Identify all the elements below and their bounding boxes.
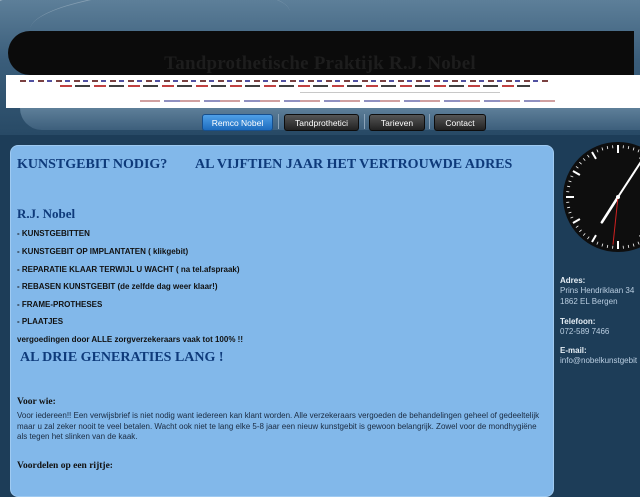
address-label: Adres: bbox=[560, 276, 585, 285]
email-label: E-mail: bbox=[560, 346, 587, 355]
nav-separator bbox=[429, 114, 430, 129]
heading-kunstgebit-nodig: KUNSTGEBIT NODIG? bbox=[17, 157, 167, 173]
service-item bbox=[17, 317, 63, 326]
analog-clock bbox=[559, 138, 640, 256]
service-item bbox=[17, 247, 188, 256]
service-item bbox=[17, 300, 102, 309]
clock-face bbox=[563, 142, 640, 252]
header-image-artifact bbox=[20, 80, 550, 82]
service-reparatie: REPARATIE KLAAR TERWIJL U WACHT ( na tel.afspraak) bbox=[22, 265, 240, 274]
main-content-panel bbox=[10, 145, 554, 497]
clock-center bbox=[616, 195, 620, 199]
service-frame-protheses: FRAME-PROTHESES bbox=[22, 300, 102, 309]
header-image-artifact bbox=[300, 92, 500, 93]
voordelen-heading: Voordelen op een rijtje: bbox=[17, 461, 113, 471]
voor-wie-heading: Voor wie: bbox=[17, 397, 56, 407]
email-link[interactable]: info@nobelkunstgebit bbox=[560, 355, 637, 366]
service-item bbox=[17, 229, 90, 238]
address-street: Prins Hendriklaan 34 bbox=[560, 285, 634, 296]
nav-contact[interactable]: Contact bbox=[434, 114, 486, 131]
bullet-prefix: - bbox=[17, 317, 22, 326]
phone-number[interactable]: 072-589 7466 bbox=[560, 326, 609, 337]
site-title: Tandprothetische Praktijk R.J. Nobel bbox=[0, 53, 640, 75]
service-implantaten: KUNSTGEBIT OP IMPLANTATEN ( klikgebit) bbox=[22, 247, 188, 256]
heading-vertrouwde-adres: AL VIJFTIEN JAAR HET VERTROUWDE ADRES bbox=[195, 157, 512, 173]
bullet-prefix: - bbox=[17, 265, 22, 274]
address-city: 1862 EL Bergen bbox=[560, 296, 618, 307]
practitioner-name: R.J. Nobel bbox=[17, 206, 75, 222]
header-image-artifact bbox=[60, 85, 530, 87]
nav-separator bbox=[278, 114, 279, 129]
service-kunstgebitten: KUNSTGEBITTEN bbox=[22, 229, 90, 238]
service-item bbox=[17, 265, 240, 274]
nav-tandprothetici[interactable]: Tandprothetici bbox=[284, 114, 359, 131]
bullet-prefix: - bbox=[17, 300, 22, 309]
header-image-artifact bbox=[140, 100, 555, 102]
voor-wie-paragraph: Voor iedereen!! Een verwijsbrief is niet nodig want iedereen kan klant worden. Alle verzekeraars vergoeden de behandelingen geheel of gedeeltelijk maar u zal zeker nooit te veel betalen. Wacht ook niet te lang elke 5-8 jaar een nieuw kunstgebit is gewoon belangrijk. Zowel voor de mondhygiëne als tegen het slinken van de kaak. bbox=[17, 411, 542, 443]
service-rebasen: REBASEN KUNSTGEBIT (de zelfde dag weer klaar!) bbox=[22, 282, 218, 291]
service-item bbox=[17, 282, 217, 291]
service-plaatjes: PLAATJES bbox=[22, 317, 63, 326]
nav-separator bbox=[364, 114, 365, 129]
bullet-prefix: - bbox=[17, 229, 22, 238]
bullet-prefix: - bbox=[17, 247, 22, 256]
nav-tarieven[interactable]: Tarieven bbox=[369, 114, 425, 131]
generations-heading: AL DRIE GENERATIES LANG ! bbox=[20, 350, 224, 366]
nav-remco-nobel[interactable]: Remco Nobel bbox=[202, 114, 273, 131]
bullet-prefix: - bbox=[17, 282, 22, 291]
reimbursement-note: vergoedingen door ALLE zorgverzekeraars vaak tot 100% !! bbox=[17, 335, 243, 344]
phone-label: Telefoon: bbox=[560, 317, 595, 326]
